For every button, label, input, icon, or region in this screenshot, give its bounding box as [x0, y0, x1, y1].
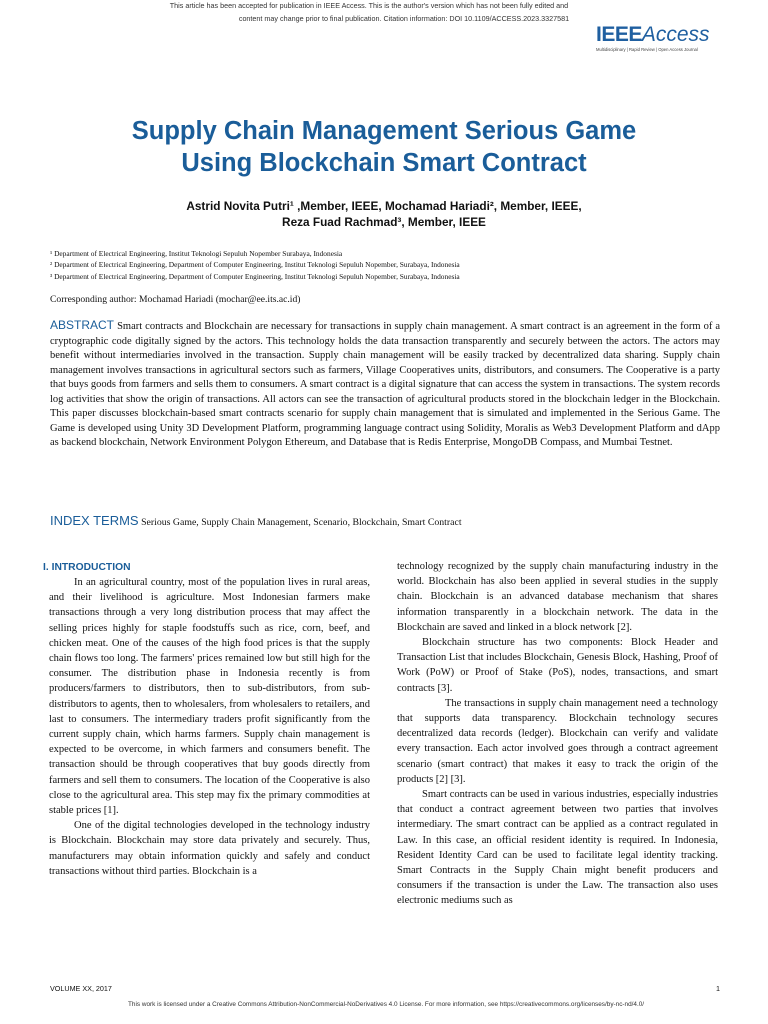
- paragraph: In an agricultural country, most of the population lives in rural areas, and their livelihood is agriculture. Most Indonesian farmers make transactions through a very long distribution process that may affect the selling prices highly for staple foodstuffs such as rice, corn, beef, and chicken meat. One of the causes of the high food prices is that the supply chain flows too long. The farmers' prices remained low but still high for the consumer. The distribution phase in Indonesia recently is from producers/farmers to distributors, then to sub-distributors, from sub-distributors to agents, then to wholesalers, from wholesalers to retailers, and last to consumers. The intermediary traders profit significantly from the current supply chain, which harms farmers. Supply chain management is expected to be overcome, in which farmers and consumers benefit. The transaction should be through cooperatives that buy goods directly from farmers and sell them to consumers. The location of the Cooperative is also close to the agricultural area. This step may fix the primary commodities at stable prices [1].: [49, 577, 370, 817]
- affiliation-3: ³ Department of Electrical Engineering, Department of Computer Engineering, Institut Teknologi Sepuluh Nopember, Surabaya, Indonesia: [50, 271, 460, 281]
- paragraph: technology recognized by the supply chain manufacturing industry in the world. Blockchain has also been applied in several studies in the supply chain. Blockchain is an advanced database mechanism that shares information transparently in a blockchain network. The data in the Blockchain are saved and linked in a block network [2].: [397, 561, 718, 633]
- paragraph: Blockchain structure has two components: Block Header and Transaction List that includes Blockchain, Genesis Block, Hashing, Proof of Work (PoW) or Proof of Stake (PoS), nodes, transactions, and smart contracts [3].: [397, 637, 718, 694]
- index-terms-text: Serious Game, Supply Chain Management, Scenario, Blockchain, Smart Contract: [141, 517, 462, 528]
- affiliation-list: [50, 248, 730, 282]
- publication-note: [0, 0, 768, 25]
- left-column: [43, 560, 370, 879]
- logo-access: Access: [641, 23, 710, 46]
- logo-tagline: Multidisciplinary | Rapid Review | Open Access Journal: [596, 47, 698, 52]
- abstract-text: Smart contracts and Blockchain are necessary for transactions in supply chain management. A smart contract is an agreement in the form of a cryptographic code digitally signed by the actors. This technology holds the data transaction transparently and securely between the actors. The actors may benefit without intermediaries involved in the transaction. Supply chain management will be easily tracked by decentralized data sharing. Supply chain management involves transactions in agricultural sectors such as farmers, Village Cooperatives units, distributors, and consumers. The Cooperative is a party that buys goods from farmers and sells them to consumers. A smart contract is a digital signature that can access the system in transactions. The system records log activities that show the origin of transactions. All actors can see the transaction of agricultural products stored in the blockchain ledger in the Blockchain. This paper discusses blockchain-based smart contracts scenario for supply chain management that is simulated and implemented in the Serious Game. The Game is developed using Unity 3D Development Platform, programming language contract using Solidity, Moralis as Web3 Development Platform and dApp as backend blockchain, Network Environment Polygon Ethereum, and Database that is Redis Enterprise, MongoDB Compass, and Mumbai Testnet.: [50, 321, 721, 448]
- affiliation-2: ² Department of Electrical Engineering, Department of Computer Engineering, Institut Teknologi Sepuluh Nopember, Surabaya, Indonesia: [50, 260, 460, 270]
- right-column: [397, 559, 718, 909]
- author-line1: Astrid Novita Putri¹ ,Member, IEEE, Mochamad Hariadi², Member, IEEE,: [186, 199, 582, 213]
- paper-title: [60, 115, 708, 179]
- abstract: [50, 318, 720, 451]
- index-terms-heading: INDEX TERMS: [50, 513, 139, 528]
- publication-note-line2: content may change prior to final publication. Citation information: DOI 10.1109/ACCESS.2023.3327581: [238, 13, 570, 23]
- author-list: [60, 199, 708, 230]
- index-terms: [50, 514, 720, 530]
- license-notice: This work is licensed under a Creative Commons Attribution-NonCommercial-NoDerivatives 4.0 License. For more information, see https://creativecommons.org/licenses/by-nc-nd/4.0/: [128, 1001, 645, 1008]
- logo-ieee: IEEE: [596, 23, 642, 46]
- paragraph: One of the digital technologies developed in the technology industry is Blockchain. Blockchain may store data privately and securely. Thus, manufacturers may obtain information quickly and safely and conduct transactions without third parties. Blockchain is a: [49, 820, 370, 877]
- logo-wordmark: [596, 24, 728, 46]
- paper-title-line2: Using Blockchain Smart Contract: [181, 149, 587, 177]
- footer-volume: VOLUME XX, 2017: [50, 984, 112, 993]
- section-heading-introduction: I. INTRODUCTION: [43, 562, 131, 573]
- affiliation-1: ¹ Department of Electrical Engineering, Institut Teknologi Sepuluh Nopember Surabaya, Indonesia: [50, 249, 343, 258]
- footer-page-number: 1: [716, 984, 720, 993]
- paper-title-line1: Supply Chain Management Serious Game: [131, 117, 637, 145]
- paragraph: Smart contracts can be used in various industries, especially industries that conduct a contract agreement between two parties that involves intermediary. The smart contract can be applied as a contract regulated in Law. In this case, an official resident identity is required. In Indonesia, Resident Identity Card can be used to facilitate legal identity tracking. Smart Contracts in the Supply Chain might benefit producers and consumers if the transaction is under the Law. The transaction also uses electronic mediums such as: [397, 789, 718, 907]
- publication-note-line1: This article has been accepted for publication in IEEE Access. This is the author's version which has not been fully edited and: [169, 1, 569, 10]
- author-line2: Reza Fuad Rachmad³, Member, IEEE: [282, 214, 486, 229]
- ieee-access-logo: [596, 24, 728, 52]
- corresponding-author: Corresponding author: Mochamad Hariadi (mochar@ee.its.ac.id): [50, 294, 301, 305]
- paragraph: The transactions in supply chain management need a technology that supports data transparency. Blockchain technology secures decentralized data records (ledger). Blockchain can verify and validate every transaction. Each actor involved goes through a contract agreement scenario (smart contract) that makes it easy to track the origin of the products [2] [3].: [397, 697, 718, 785]
- abstract-heading: ABSTRACT: [50, 318, 115, 332]
